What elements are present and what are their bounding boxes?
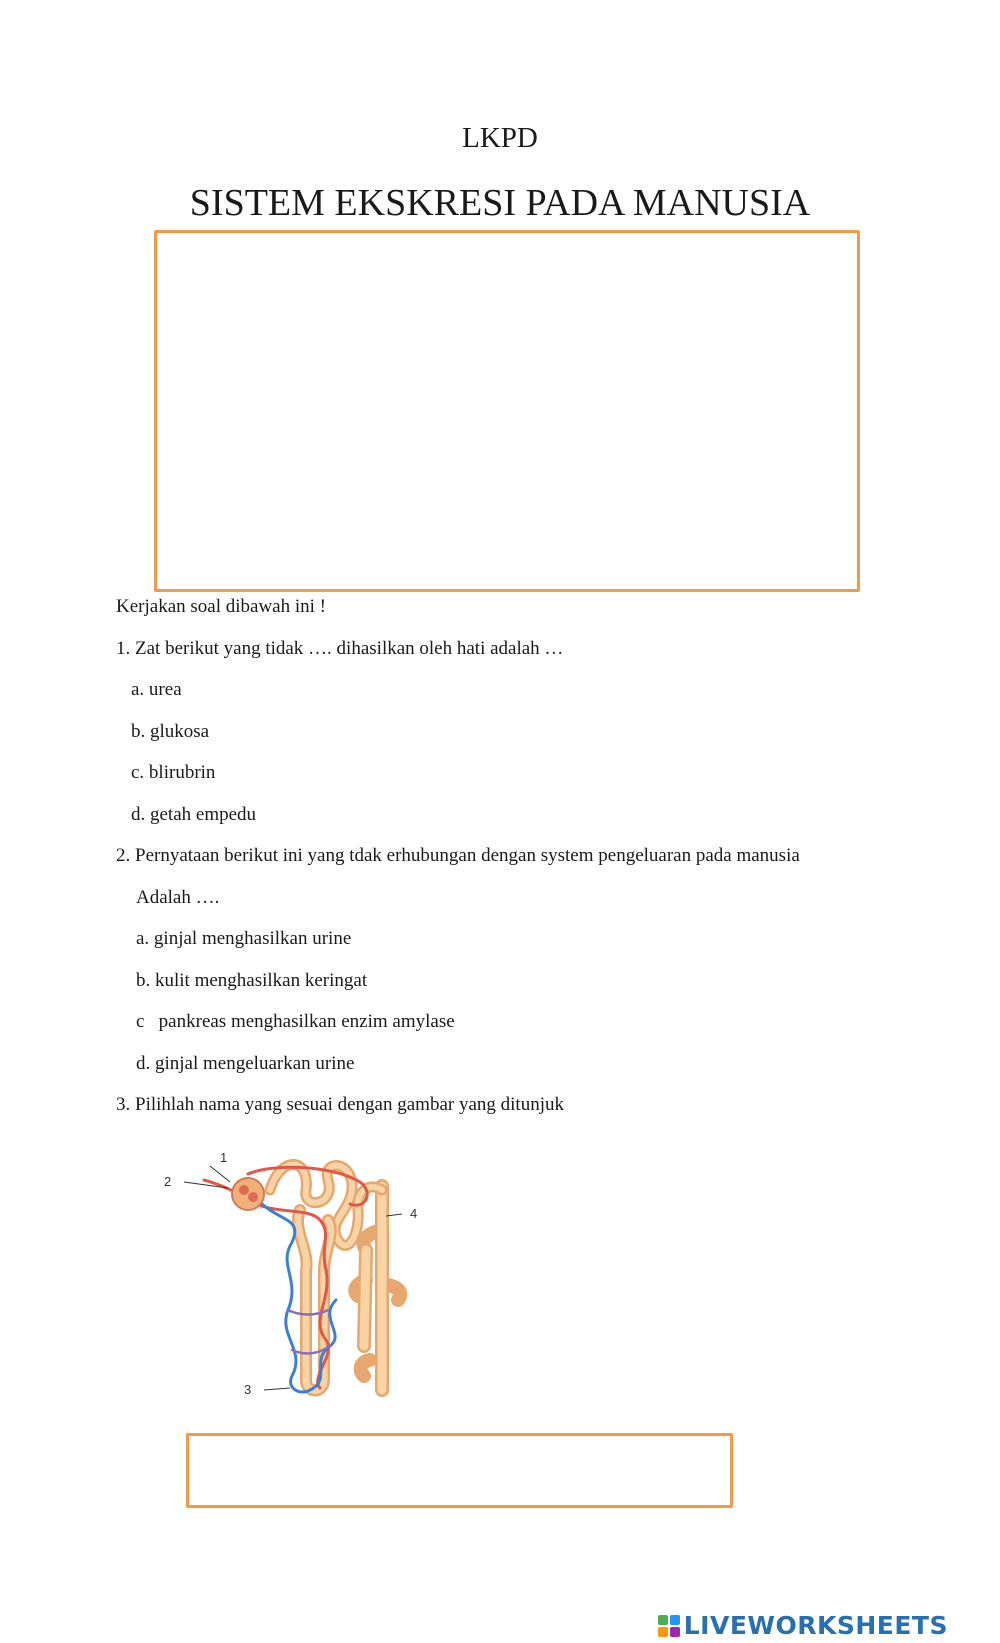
document-title: SISTEM EKSKRESI PADA MANUSIA (189, 182, 811, 224)
question-2-option-a: a. ginjal menghasilkan urine (136, 928, 352, 949)
diagram-label-3: 3 (244, 1382, 252, 1397)
brand-logo-icon (658, 1615, 680, 1637)
question-2-option-c: c pankreas menghasilkan enzim amylase (136, 1011, 455, 1032)
question-2-option-b: b. kulit menghasilkan keringat (136, 970, 368, 991)
question-1-option-a: a. urea (131, 679, 182, 700)
diagram-label-4: 4 (410, 1206, 418, 1221)
diagram-label-1: 1 (220, 1150, 228, 1165)
question-1-option-d: d. getah empedu (131, 804, 257, 825)
question-2-continuation: Adalah …. (136, 887, 220, 908)
question-1-option-c: c. blirubrin (131, 762, 216, 783)
question-2-option-d: d. ginjal mengeluarkan urine (136, 1053, 355, 1074)
instruction-text: Kerjakan soal dibawah ini ! (116, 596, 326, 617)
question-1-text: 1. Zat berikut yang tidak …. dihasilkan oleh hati adalah … (116, 638, 564, 659)
nephron-diagram (160, 1150, 450, 1410)
artery-vessel (204, 1167, 367, 1388)
question-1-option-b: b. glukosa (131, 721, 210, 742)
answer-box-diagram[interactable] (186, 1433, 733, 1508)
brand-name: LIVEWORKSHEETS (683, 1611, 948, 1640)
brand-footer (658, 1611, 948, 1640)
question-2-text: 2. Pernyataan berikut ini yang tdak erhubungan dengan system pengeluaran pada manusia (116, 845, 800, 866)
question-3-text: 3. Pilihlah nama yang sesuai dengan gambar yang ditunjuk (116, 1094, 564, 1115)
glomerulus (232, 1178, 264, 1210)
document-label: LKPD (462, 122, 538, 154)
answer-box-main[interactable] (154, 230, 860, 592)
diagram-label-2: 2 (164, 1174, 172, 1189)
